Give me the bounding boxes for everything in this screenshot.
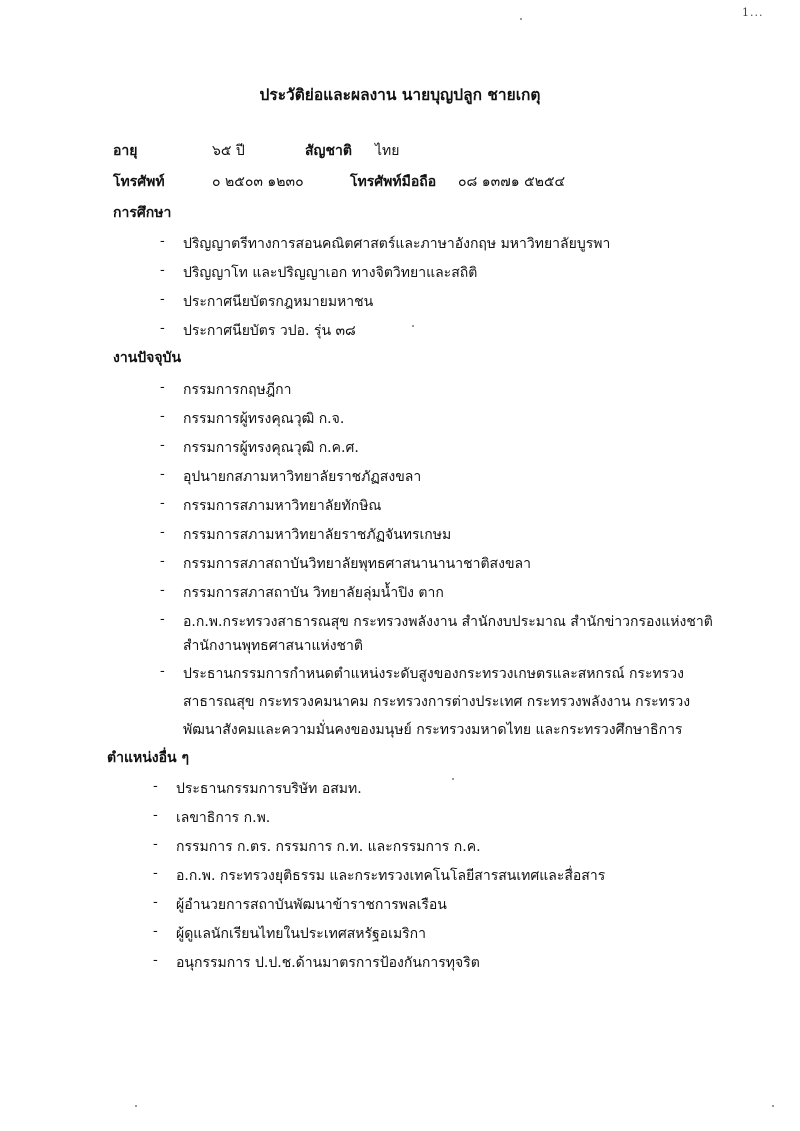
scan-speck [412, 325, 414, 327]
mobile-label: โทรศัพท์มือถือ [350, 174, 437, 190]
list-item: กรรมการกฤษฎีกา [183, 382, 292, 398]
list-item: เลขาธิการ ก.พ. [176, 810, 271, 826]
list-bullet: - [153, 778, 158, 794]
list-bullet: - [160, 379, 165, 395]
other-positions-heading: ตำแหน่งอื่น ๆ [107, 750, 189, 766]
list-item: ปริญญาโท และปริญญาเอก ทางจิตวิทยาและสถิติ [183, 265, 478, 281]
list-bullet: - [160, 437, 165, 453]
education-heading: การศึกษา [113, 205, 172, 221]
list-bullet: - [153, 807, 158, 823]
list-bullet: - [153, 894, 158, 910]
list-bullet: - [160, 663, 165, 679]
nationality-value: ไทย [375, 143, 400, 159]
list-item: ปริญญาตรีทางการสอนคณิตศาสตร์และภาษาอังกฤษ มหาวิทยาลัยบูรพา [183, 236, 611, 252]
list-bullet: - [160, 582, 165, 598]
list-item: อ.ก.พ.กระทรวงสาธารณสุข กระทรวงพลังงาน สำนักงบประมาณ สำนักข่าวกรองแห่งชาติ [183, 614, 713, 630]
list-item: ประกาศนียบัตรกฎหมายมหาชน [183, 294, 374, 310]
phone-label: โทรศัพท์ [113, 174, 165, 190]
scan-speck [520, 18, 522, 20]
list-item: อนุกรรมการ ป.ป.ช.ด้านมาตรการป้องกันการทุจริต [176, 955, 480, 971]
list-item: ประธานกรรมการบริษัท อสมท. [176, 781, 362, 797]
list-item: ประธานกรรมการกำหนดตำแหน่งระดับสูงของกระทรวงเกษตรและสหกรณ์ กระทรวง [183, 666, 684, 682]
nationality-label: สัญชาติ [305, 143, 352, 159]
list-bullet: - [160, 320, 165, 336]
list-item-continuation: พัฒนาสังคมและความมั่นคงของมนุษย์ กระทรวงมหาดไทย และกระทรวงศึกษาธิการ [183, 722, 683, 738]
list-bullet: - [160, 611, 165, 627]
list-bullet: - [160, 524, 165, 540]
list-bullet: - [160, 291, 165, 307]
phone-row [0, 171, 800, 191]
document-title: ประวัติย่อและผลงาน นายบุญปลูก ชายเกตุ [259, 85, 541, 104]
age-row [0, 140, 800, 160]
age-label: อายุ [113, 143, 138, 159]
scan-speck [772, 1105, 774, 1107]
list-bullet: - [160, 408, 165, 424]
list-bullet: - [160, 495, 165, 511]
list-item-continuation: สำนักงานพุทธศาสนาแห่งชาติ [183, 638, 363, 654]
list-bullet: - [153, 952, 158, 968]
list-bullet: - [153, 865, 158, 881]
list-item: กรรมการผู้ทรงคุณวุฒิ ก.จ. [183, 411, 345, 427]
list-bullet: - [160, 553, 165, 569]
list-item: กรรมการ ก.ตร. กรรมการ ก.ท. และกรรมการ ก.ค. [176, 839, 481, 855]
list-item: อุปนายกสภามหาวิทยาลัยราชภัฏสงขลา [183, 469, 422, 485]
list-bullet: - [160, 233, 165, 249]
current-work-heading: งานปัจจุบัน [113, 350, 182, 366]
list-item: ประกาศนียบัตร วปอ. รุ่น ๓๘ [183, 323, 356, 339]
list-item: กรรมการสภามหาวิทยาลัยทักษิณ [183, 498, 382, 514]
list-item: อ.ก.พ. กระทรวงยุติธรรม และกระทรวงเทคโนโลยีสารสนเทศและสื่อสาร [176, 868, 606, 884]
mobile-value: ๐๘ ๑๓๗๑ ๕๒๕๔ [458, 174, 566, 190]
list-item: กรรมการสภาสถาบัน วิทยาลัยลุ่มน้ำปิง ตาก [183, 585, 444, 601]
corner-mark: 1... [742, 6, 764, 19]
scan-speck [135, 1105, 137, 1107]
list-bullet: - [160, 262, 165, 278]
list-item: กรรมการสภามหาวิทยาลัยราชภัฏจันทรเกษม [183, 527, 452, 543]
list-item: ผู้อำนวยการสถาบันพัฒนาข้าราชการพลเรือน [176, 897, 447, 913]
phone-value: ๐ ๒๕๐๓ ๑๒๓๐ [212, 174, 304, 190]
list-item: กรรมการสภาสถาบันวิทยาลัยพุทธศาสนานานาชาติสงขลา [183, 556, 531, 572]
age-value: ๖๕ ปี [212, 143, 245, 159]
list-item: ผู้ดูแลนักเรียนไทยในประเทศสหรัฐอเมริกา [176, 926, 427, 942]
list-item-continuation: สาธารณสุข กระทรวงคมนาคม กระทรวงการต่างประเทศ กระทรวงพลังงาน กระทรวง [183, 694, 691, 710]
list-bullet: - [153, 836, 158, 852]
list-bullet: - [160, 466, 165, 482]
scan-speck [452, 778, 454, 780]
list-bullet: - [153, 923, 158, 939]
list-item: กรรมการผู้ทรงคุณวุฒิ ก.ค.ศ. [183, 440, 359, 456]
